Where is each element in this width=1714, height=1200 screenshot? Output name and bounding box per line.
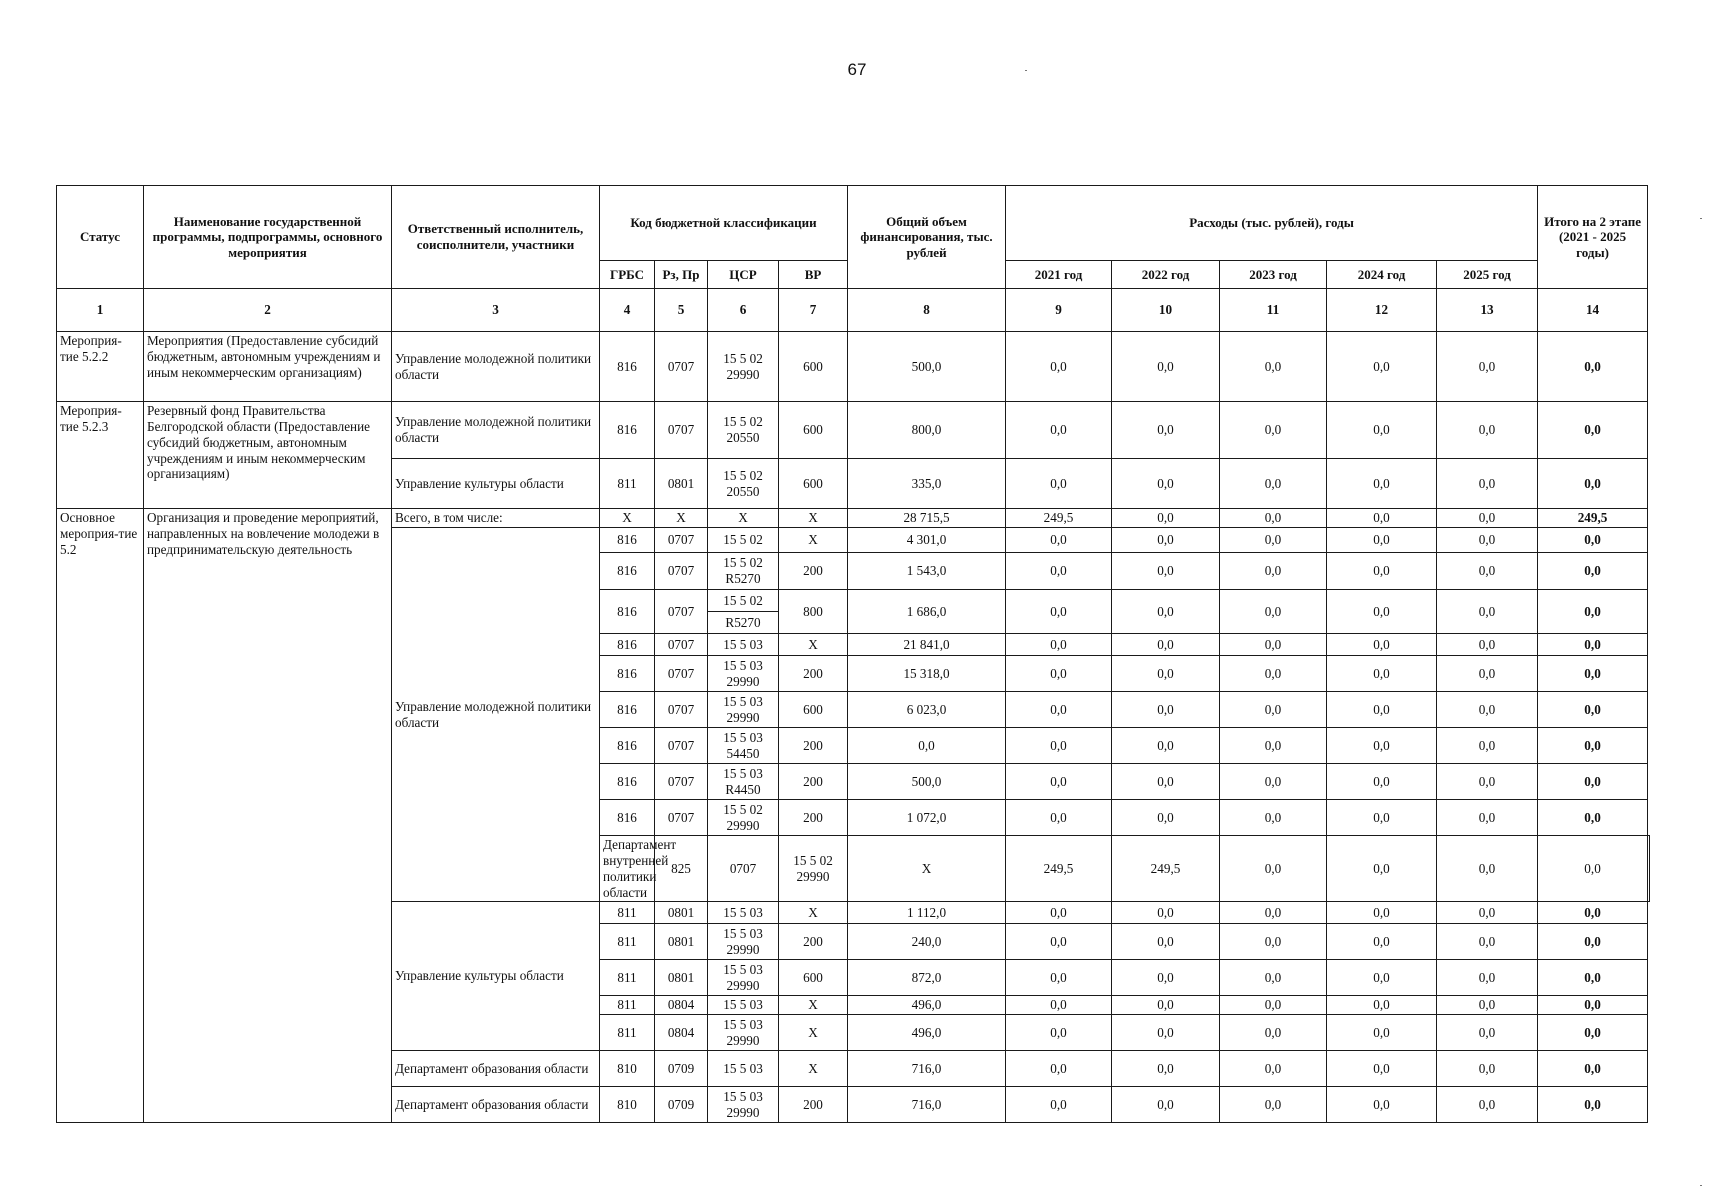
- year-cell-2025: 0,0: [1437, 528, 1538, 553]
- year-cell-2025: 0,0: [1437, 656, 1538, 692]
- total-cell: 0,0: [848, 728, 1006, 764]
- vr-cell: 800: [779, 590, 848, 634]
- total-cell: 1 543,0: [848, 553, 1006, 590]
- total-cell: 21 841,0: [848, 634, 1006, 656]
- scan-mark: [1025, 70, 1027, 71]
- year-cell-2025: 0,0: [1538, 836, 1648, 902]
- header-expenses-group: Расходы (тыс. рублей), годы: [1006, 186, 1538, 261]
- year-cell-2024: 0,0: [1437, 836, 1538, 902]
- year-cell-2024: 0,0: [1327, 553, 1437, 590]
- year-cell-2022: 0,0: [1112, 402, 1220, 459]
- total-cell: 1 072,0: [848, 800, 1006, 836]
- vr-cell: Х: [779, 902, 848, 924]
- column-number: 7: [779, 289, 848, 332]
- column-number: 9: [1006, 289, 1112, 332]
- csr-cell: 15 5 02: [708, 528, 779, 553]
- vr-cell: 600: [779, 459, 848, 509]
- year-cell-2023: 0,0: [1220, 902, 1327, 924]
- vr-cell: Х: [779, 634, 848, 656]
- year-cell-2023: 0,0: [1220, 528, 1327, 553]
- grbs-cell: 811: [600, 1015, 655, 1051]
- year-cell-2023: 0,0: [1220, 590, 1327, 634]
- executor-cell: Департамент образования области: [392, 1051, 600, 1087]
- year-cell-2024: 0,0: [1327, 960, 1437, 996]
- rz-pr-cell: 0801: [655, 902, 708, 924]
- grbs-cell: 816: [600, 692, 655, 728]
- year-cell-2025: 0,0: [1437, 459, 1538, 509]
- year-cell-2024: 0,0: [1327, 528, 1437, 553]
- itogo-cell: 0,0: [1538, 402, 1648, 459]
- vr-cell: Х: [779, 1015, 848, 1051]
- grbs-cell: Х: [600, 509, 655, 528]
- year-cell-2024: 0,0: [1327, 1051, 1437, 1087]
- itogo-cell: 0,0: [1538, 459, 1648, 509]
- header-2022: 2022 год: [1112, 261, 1220, 289]
- rz-pr-cell: 0707: [655, 402, 708, 459]
- csr-cell: 15 5 02: [708, 590, 779, 612]
- column-number: 5: [655, 289, 708, 332]
- itogo-cell: 0,0: [1538, 902, 1648, 924]
- year-cell-2025: 0,0: [1437, 402, 1538, 459]
- executor-cell: Всего, в том числе:: [392, 509, 600, 528]
- year-cell-2022: 0,0: [1112, 656, 1220, 692]
- vr-cell: 600: [779, 332, 848, 402]
- vr-cell: 600: [779, 960, 848, 996]
- status-cell: Основное мероприя-тие 5.2: [57, 509, 144, 1123]
- rz-pr-cell: Х: [655, 509, 708, 528]
- grbs-cell: 816: [600, 528, 655, 553]
- year-cell-2023: 0,0: [1220, 692, 1327, 728]
- name-cell: Резервный фонд Правительства Белгородской области (Предоставление субсидий бюджетным, автономным учреждениям и иным некоммерческим организациям): [144, 402, 392, 509]
- itogo-cell: 0,0: [1538, 1087, 1648, 1123]
- year-cell-2025: 0,0: [1437, 1051, 1538, 1087]
- rz-pr-cell: 0707: [655, 553, 708, 590]
- csr-cell: 15 5 03 R4450: [708, 764, 779, 800]
- column-number: 2: [144, 289, 392, 332]
- year-cell-2021: 0,0: [1006, 590, 1112, 634]
- rz-pr-cell: 0707: [655, 800, 708, 836]
- rz-pr-cell: 0707: [655, 590, 708, 634]
- csr-cell: 15 5 03: [708, 1051, 779, 1087]
- year-cell-2025: 0,0: [1437, 728, 1538, 764]
- year-cell-2023: 0,0: [1220, 800, 1327, 836]
- itogo-cell: 0,0: [1538, 692, 1648, 728]
- total-cell: 500,0: [848, 764, 1006, 800]
- grbs-cell: 810: [600, 1087, 655, 1123]
- column-number: 12: [1327, 289, 1437, 332]
- year-cell-2023: 0,0: [1327, 836, 1437, 902]
- scan-mark: [1700, 1185, 1702, 1186]
- executor-cell: Управление культуры области: [392, 459, 600, 509]
- csr-cell: 15 5 03 29990: [708, 960, 779, 996]
- scan-mark: [1700, 218, 1702, 219]
- column-number: 6: [708, 289, 779, 332]
- total-cell: 249,5: [1006, 836, 1112, 902]
- total-cell: 716,0: [848, 1051, 1006, 1087]
- header-2023: 2023 год: [1220, 261, 1327, 289]
- grbs-cell: 816: [600, 590, 655, 634]
- year-cell-2022: 0,0: [1112, 634, 1220, 656]
- year-cell-2021: 0,0: [1006, 924, 1112, 960]
- year-cell-2023: 0,0: [1220, 553, 1327, 590]
- year-cell-2022: 0,0: [1112, 924, 1220, 960]
- csr-cell: 15 5 02 R5270: [708, 553, 779, 590]
- header-grbs: ГРБС: [600, 261, 655, 289]
- year-cell-2024: 0,0: [1327, 590, 1437, 634]
- year-cell-2024: 0,0: [1327, 692, 1437, 728]
- rz-pr-cell: 0709: [655, 1087, 708, 1123]
- column-number-row: [57, 289, 1650, 332]
- csr-cell: Х: [708, 509, 779, 528]
- year-cell-2022: 0,0: [1112, 590, 1220, 634]
- csr-cell: 15 5 03: [708, 996, 779, 1015]
- executor-group-cell: Управление молодежной политики области: [392, 528, 600, 902]
- csr-cell: 15 5 02 29990: [779, 836, 848, 902]
- status-cell: Мероприя-тие 5.2.2: [57, 332, 144, 402]
- header-2025: 2025 год: [1437, 261, 1538, 289]
- header-rz-pr: Рз, Пр: [655, 261, 708, 289]
- grbs-cell: 811: [600, 960, 655, 996]
- csr-cell: 15 5 02 29990: [708, 800, 779, 836]
- year-cell-2023: 0,0: [1220, 1015, 1327, 1051]
- itogo-cell: 0,0: [1538, 590, 1648, 634]
- csr-cell: 15 5 02 20550: [708, 402, 779, 459]
- grbs-cell: 816: [600, 634, 655, 656]
- year-cell-2024: 0,0: [1327, 332, 1437, 402]
- year-cell-2022: 0,0: [1112, 553, 1220, 590]
- year-cell-2024: 0,0: [1327, 459, 1437, 509]
- year-cell-2021: 0,0: [1006, 656, 1112, 692]
- year-cell-2021: 0,0: [1006, 332, 1112, 402]
- year-cell-2021: 249,5: [1112, 836, 1220, 902]
- year-cell-2021: 249,5: [1006, 509, 1112, 528]
- total-cell: 6 023,0: [848, 692, 1006, 728]
- table-row: [57, 509, 1650, 528]
- itogo-cell: 0,0: [1538, 634, 1648, 656]
- header-csr: ЦСР: [708, 261, 779, 289]
- itogo-cell: 249,5: [1538, 509, 1648, 528]
- year-cell-2025: 0,0: [1437, 902, 1538, 924]
- year-cell-2021: 0,0: [1006, 1015, 1112, 1051]
- year-cell-2021: 0,0: [1006, 1087, 1112, 1123]
- year-cell-2023: 0,0: [1220, 509, 1327, 528]
- year-cell-2024: 0,0: [1327, 728, 1437, 764]
- executor-cell: Департамент внутренней политики области: [600, 836, 655, 902]
- year-cell-2022: 0,0: [1112, 1015, 1220, 1051]
- itogo-cell: 0,0: [1538, 332, 1648, 402]
- column-number: 1: [57, 289, 144, 332]
- itogo-cell: 0,0: [1538, 553, 1648, 590]
- year-cell-2024: 0,0: [1327, 402, 1437, 459]
- vr-cell: Х: [779, 996, 848, 1015]
- year-cell-2021: 0,0: [1006, 459, 1112, 509]
- header-2021: 2021 год: [1006, 261, 1112, 289]
- year-cell-2021: 0,0: [1006, 902, 1112, 924]
- year-cell-2023: 0,0: [1220, 960, 1327, 996]
- vr-cell: 200: [779, 553, 848, 590]
- year-cell-2022: 0,0: [1112, 528, 1220, 553]
- year-cell-2023: 0,0: [1220, 656, 1327, 692]
- year-cell-2025: 0,0: [1437, 553, 1538, 590]
- year-cell-2022: 0,0: [1112, 764, 1220, 800]
- grbs-cell: 811: [600, 459, 655, 509]
- csr-cell: 15 5 03 29990: [708, 924, 779, 960]
- year-cell-2021: 0,0: [1006, 402, 1112, 459]
- itogo-cell: 0,0: [1538, 800, 1648, 836]
- year-cell-2022: 0,0: [1220, 836, 1327, 902]
- grbs-cell: 816: [600, 332, 655, 402]
- vr-cell: 200: [779, 924, 848, 960]
- header-status: Статус: [57, 186, 144, 289]
- total-cell: 4 301,0: [848, 528, 1006, 553]
- year-cell-2024: 0,0: [1327, 996, 1437, 1015]
- total-cell: 716,0: [848, 1087, 1006, 1123]
- itogo-cell: 0,0: [1538, 528, 1648, 553]
- csr-cell: 15 5 03 29990: [708, 1087, 779, 1123]
- vr-cell: 200: [779, 1087, 848, 1123]
- csr-cell: 15 5 03 29990: [708, 692, 779, 728]
- table-body: [57, 289, 1650, 1123]
- column-number: 13: [1437, 289, 1538, 332]
- year-cell-2025: 0,0: [1437, 1015, 1538, 1051]
- rz-pr-cell: 0707: [655, 332, 708, 402]
- grbs-cell: 811: [600, 996, 655, 1015]
- year-cell-2024: 0,0: [1327, 656, 1437, 692]
- total-cell: 28 715,5: [848, 509, 1006, 528]
- header-total: Общий объем финансирования, тыс. рублей: [848, 186, 1006, 289]
- year-cell-2025: 0,0: [1437, 590, 1538, 634]
- year-cell-2022: 0,0: [1112, 1051, 1220, 1087]
- year-cell-2025: 0,0: [1437, 332, 1538, 402]
- column-number: 14: [1538, 289, 1648, 332]
- rz-pr-cell: 0801: [655, 924, 708, 960]
- year-cell-2025: 0,0: [1437, 800, 1538, 836]
- year-cell-2022: 0,0: [1112, 728, 1220, 764]
- rz-pr-cell: 0801: [655, 459, 708, 509]
- csr-cell: R5270: [708, 612, 779, 634]
- year-cell-2025: 0,0: [1437, 634, 1538, 656]
- column-number: 3: [392, 289, 600, 332]
- total-cell: 496,0: [848, 996, 1006, 1015]
- header-row: [57, 186, 1650, 261]
- csr-cell: 15 5 03 29990: [708, 656, 779, 692]
- year-cell-2022: 0,0: [1112, 800, 1220, 836]
- grbs-cell: 811: [600, 902, 655, 924]
- table-row: [57, 402, 1650, 459]
- year-cell-2021: 0,0: [1006, 800, 1112, 836]
- year-cell-2022: 0,0: [1112, 1087, 1220, 1123]
- header-code-group: Код бюджетной классификации: [600, 186, 848, 261]
- vr-cell: 600: [779, 402, 848, 459]
- year-cell-2024: 0,0: [1327, 1087, 1437, 1123]
- year-cell-2025: 0,0: [1437, 1087, 1538, 1123]
- year-cell-2023: 0,0: [1220, 728, 1327, 764]
- rz-pr-cell: 0804: [655, 1015, 708, 1051]
- header-2024: 2024 год: [1327, 261, 1437, 289]
- itogo-cell: 0,0: [1538, 728, 1648, 764]
- grbs-cell: 810: [600, 1051, 655, 1087]
- year-cell-2024: 0,0: [1327, 634, 1437, 656]
- year-cell-2023: 0,0: [1220, 332, 1327, 402]
- grbs-cell: 816: [600, 800, 655, 836]
- year-cell-2023: 0,0: [1220, 634, 1327, 656]
- rz-pr-cell: 0709: [655, 1051, 708, 1087]
- page-number: 67: [847, 60, 867, 79]
- rz-pr-cell: 0707: [655, 692, 708, 728]
- itogo-cell: 0,0: [1538, 764, 1648, 800]
- csr-cell: 15 5 03: [708, 634, 779, 656]
- grbs-cell: 816: [600, 402, 655, 459]
- total-cell: 240,0: [848, 924, 1006, 960]
- rz-pr-cell: 0801: [655, 960, 708, 996]
- year-cell-2024: 0,0: [1327, 902, 1437, 924]
- year-cell-2023: 0,0: [1220, 996, 1327, 1015]
- column-number: 4: [600, 289, 655, 332]
- itogo-cell: 0,0: [1538, 1051, 1648, 1087]
- year-cell-2021: 0,0: [1006, 528, 1112, 553]
- executor-cell: Управление молодежной политики области: [392, 332, 600, 402]
- total-cell: 800,0: [848, 402, 1006, 459]
- vr-cell: Х: [848, 836, 1006, 902]
- header-vr: ВР: [779, 261, 848, 289]
- year-cell-2021: 0,0: [1006, 728, 1112, 764]
- year-cell-2025: 0,0: [1437, 924, 1538, 960]
- year-cell-2025: 0,0: [1437, 692, 1538, 728]
- year-cell-2023: 0,0: [1220, 924, 1327, 960]
- header-itogo: Итого на 2 этапе (2021 - 2025 годы): [1538, 186, 1648, 289]
- name-cell: Организация и проведение мероприятий, направленных на вовлечение молодежи в предпринимательскую деятельность: [144, 509, 392, 1123]
- itogo-cell: 0,0: [1538, 960, 1648, 996]
- total-cell: 1 112,0: [848, 902, 1006, 924]
- header-executor: Ответственный исполнитель, соисполнители, участники: [392, 186, 600, 289]
- year-cell-2024: 0,0: [1327, 764, 1437, 800]
- vr-cell: Х: [779, 1051, 848, 1087]
- rz-pr-cell: 0804: [655, 996, 708, 1015]
- year-cell-2022: 0,0: [1112, 332, 1220, 402]
- total-cell: 15 318,0: [848, 656, 1006, 692]
- year-cell-2025: 0,0: [1437, 764, 1538, 800]
- year-cell-2023: 0,0: [1220, 1087, 1327, 1123]
- year-cell-2022: 0,0: [1112, 902, 1220, 924]
- year-cell-2023: 0,0: [1220, 459, 1327, 509]
- grbs-cell: 816: [600, 656, 655, 692]
- csr-cell: 15 5 03: [708, 902, 779, 924]
- grbs-cell: 816: [600, 764, 655, 800]
- csr-cell: 15 5 02 29990: [708, 332, 779, 402]
- rz-pr-cell: 0707: [655, 634, 708, 656]
- year-cell-2022: 0,0: [1112, 509, 1220, 528]
- year-cell-2025: 0,0: [1437, 960, 1538, 996]
- vr-cell: Х: [779, 509, 848, 528]
- csr-cell: 15 5 03 29990: [708, 1015, 779, 1051]
- grbs-cell: 825: [655, 836, 708, 902]
- year-cell-2024: 0,0: [1327, 1015, 1437, 1051]
- executor-cell: Департамент образования области: [392, 1087, 600, 1123]
- total-cell: 872,0: [848, 960, 1006, 996]
- itogo-cell: 0,0: [1538, 1015, 1648, 1051]
- name-cell: Мероприятия (Предоставление субсидий бюджетным, автономным учреждениям и иным некоммерческим организациям): [144, 332, 392, 402]
- year-cell-2025: 0,0: [1437, 509, 1538, 528]
- itogo-cell: 0,0: [1538, 996, 1648, 1015]
- year-cell-2022: 0,0: [1112, 996, 1220, 1015]
- year-cell-2022: 0,0: [1112, 960, 1220, 996]
- total-cell: 1 686,0: [848, 590, 1006, 634]
- year-cell-2021: 0,0: [1006, 692, 1112, 728]
- grbs-cell: 816: [600, 728, 655, 764]
- year-cell-2021: 0,0: [1006, 553, 1112, 590]
- grbs-cell: 816: [600, 553, 655, 590]
- vr-cell: 200: [779, 800, 848, 836]
- header-name: Наименование государственной программы, подпрограммы, основного мероприятия: [144, 186, 392, 289]
- year-cell-2024: 0,0: [1327, 800, 1437, 836]
- vr-cell: 600: [779, 692, 848, 728]
- rz-pr-cell: 0707: [655, 728, 708, 764]
- rz-pr-cell: 0707: [655, 764, 708, 800]
- csr-cell: 15 5 03 54450: [708, 728, 779, 764]
- rz-pr-cell: 0707: [655, 656, 708, 692]
- year-cell-2022: 0,0: [1112, 692, 1220, 728]
- csr-cell: 15 5 02 20550: [708, 459, 779, 509]
- year-cell-2023: 0,0: [1220, 402, 1327, 459]
- year-cell-2024: 0,0: [1327, 509, 1437, 528]
- total-cell: 500,0: [848, 332, 1006, 402]
- grbs-cell: 811: [600, 924, 655, 960]
- vr-cell: Х: [779, 528, 848, 553]
- vr-cell: 200: [779, 728, 848, 764]
- year-cell-2021: 0,0: [1006, 996, 1112, 1015]
- year-cell-2024: 0,0: [1327, 924, 1437, 960]
- year-cell-2021: 0,0: [1006, 960, 1112, 996]
- total-cell: 496,0: [848, 1015, 1006, 1051]
- year-cell-2021: 0,0: [1006, 1051, 1112, 1087]
- executor-cell: Управление молодежной политики области: [392, 402, 600, 459]
- budget-table: [56, 185, 1650, 1123]
- column-number: 11: [1220, 289, 1327, 332]
- year-cell-2023: 0,0: [1220, 1051, 1327, 1087]
- itogo-cell: 0,0: [1538, 924, 1648, 960]
- year-cell-2025: 0,0: [1437, 996, 1538, 1015]
- vr-cell: 200: [779, 764, 848, 800]
- vr-cell: 200: [779, 656, 848, 692]
- itogo-cell: [1648, 836, 1650, 902]
- status-cell: Мероприя-тие 5.2.3: [57, 402, 144, 509]
- rz-pr-cell: 0707: [655, 528, 708, 553]
- executor-group-cell: Управление культуры области: [392, 902, 600, 1051]
- column-number: 8: [848, 289, 1006, 332]
- table-row: [57, 332, 1650, 402]
- rz-pr-cell: 0707: [708, 836, 779, 902]
- column-number: 10: [1112, 289, 1220, 332]
- year-cell-2023: 0,0: [1220, 764, 1327, 800]
- year-cell-2021: 0,0: [1006, 634, 1112, 656]
- total-cell: 335,0: [848, 459, 1006, 509]
- year-cell-2021: 0,0: [1006, 764, 1112, 800]
- itogo-cell: 0,0: [1538, 656, 1648, 692]
- year-cell-2022: 0,0: [1112, 459, 1220, 509]
